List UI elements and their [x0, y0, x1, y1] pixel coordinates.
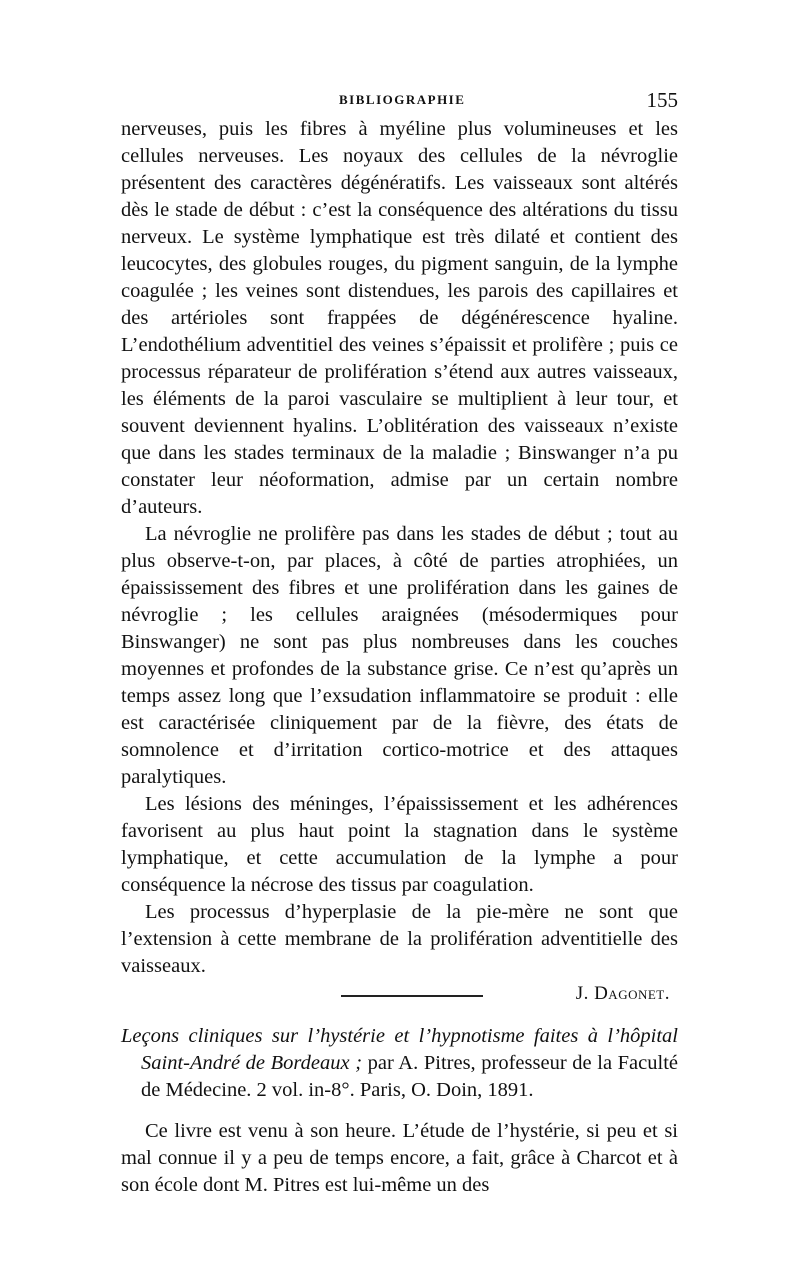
review-paragraph-1: Ce livre est venu à son heure. L’étude de l’hystérie, si peu et si mal connue il y a peu de temps encore, a fait, grâce à Charcot et à son école dont M. Pitres est lui-même un des	[121, 1120, 678, 1196]
review-bibliographic-entry	[121, 1023, 678, 1104]
page-number: 155	[646, 88, 678, 112]
running-title: BIBLIOGRAPHIE	[339, 92, 466, 107]
author-signature	[121, 981, 678, 1007]
signature-text: J. Dagonet.	[575, 983, 670, 1004]
review-book-title: Leçons cliniques sur l’hystérie et l’hypnotisme faites à l’hôpital Saint-André de Bordeaux ;	[121, 1025, 678, 1074]
review-book-citation: par A. Pitres, professeur de la Faculté de Médecine. 2 vol. in-8°. Paris, O. Doin, 1891.	[141, 1052, 678, 1101]
body-paragraph-2: La névroglie ne prolifère pas dans les stades de début ; tout au plus observe-t-on, par places, à côté de parties atrophiées, un épaississement des fibres et une prolifération dans les gaines de névroglie ; les cellules araignées (mésodermiques pour Binswanger) ne sont pas plus nombreuses dans les couches moyennes et profondes de la substance grise. Ce n’est qu’après un temps assez long que l’exsudation inflammatoire se produit : elle est caractérisée cliniquement par de la fièvre, des états de somnolence et d’irritation cortico-motrice et des attaques paralytiques.	[121, 523, 678, 788]
section-divider	[341, 995, 483, 997]
body-paragraph-3: Les lésions des méninges, l’épaississement et les adhérences favorisent au plus haut point la stagnation dans le système lymphatique, et cette accumulation de la lymphe a pour conséquence la nécrose des tissus par coagulation.	[121, 793, 678, 896]
page-header	[121, 88, 678, 116]
book-page	[121, 88, 678, 1199]
body-paragraph-1: nerveuses, puis les fibres à myéline plus volumineuses et les cellules nerveuses. Les noyaux des cellules de la névroglie présentent des caractères dégénératifs. Les vaisseaux sont altérés dès le stade de début : c’est la conséquence des altérations du tissu nerveux. Le système lymphatique est très dilaté et contient des leucocytes, des globules rouges, du pigment sanguin, de la lymphe coagulée ; les veines sont distendues, les parois des capillaires et des artérioles sont frappées de dégénérescence hyaline. L’endothélium adventitiel des veines s’épaissit et prolifère ; puis ce processus réparateur de prolifération s’étend aux autres vaisseaux, les éléments de la paroi vasculaire se multiplient à leur tour, et souvent deviennent hyalins. L’oblitération des vaisseaux n’existe que dans les stades terminaux de la maladie ; Binswanger n’a pu constater leur néoformation, admise par un certain nombre d’auteurs.	[121, 118, 678, 518]
body-paragraph-4: Les processus d’hyperplasie de la pie-mère ne sont que l’extension à cette membrane de la prolifération adventitielle des vaisseaux.	[121, 901, 678, 977]
